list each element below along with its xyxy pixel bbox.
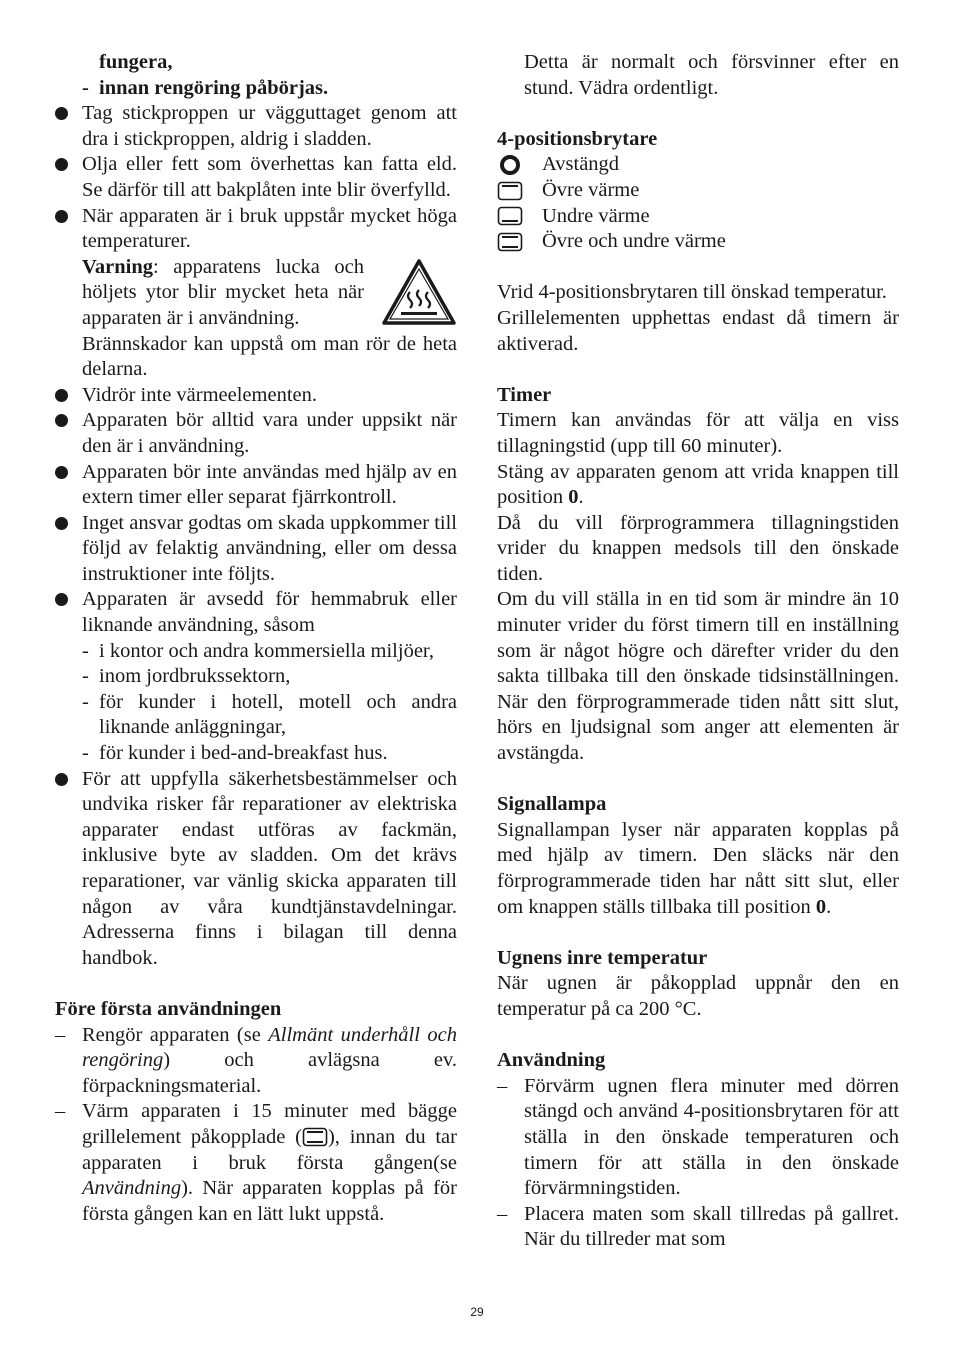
- switch-option: Undre värme: [497, 204, 899, 230]
- warning-block: [55, 255, 457, 383]
- switch-paragraph: Vrid 4-positionsbrytaren till önskad temperatur.: [497, 281, 887, 304]
- section-heading-temperature: Ugnens inre temperatur: [497, 946, 708, 969]
- temperature-paragraph: När ugnen är påkopplad uppnår den en temperatur på ca 200 °C.: [497, 972, 899, 1020]
- sub-item: - inom jordbrukssektorn,: [82, 665, 291, 688]
- bullet-dot-icon: [55, 414, 68, 427]
- bullet-item: Tag stickproppen ur vägguttaget genom att dra i stickproppen, aldrig i sladden.: [55, 101, 457, 152]
- top-heat-icon: [497, 181, 523, 201]
- switch-paragraph: Grillelementen upphettas endast då timern är aktiverad.: [497, 306, 899, 355]
- warning-text: Varning: apparatens lucka och höljets ytor blir mycket heta när apparaten är i användning.: [82, 255, 364, 329]
- bullet-item: För att uppfylla säkerhetsbestämmelser och undvika risker får reparationer av elektriska apparater endast utföras av fackmän, inklusive byte av sladden. Om det krävs reparationer, var vänlig skicka apparaten till någon av våra kundtjänstavdelningar. Adresserna finns i bilagan till denna handbok.: [55, 767, 457, 972]
- section-heading-switch: 4-positionsbrytare: [497, 127, 658, 150]
- sub-item: - för kunder i bed-and-breakfast hus.: [82, 742, 388, 765]
- switch-option: Avstängd: [497, 152, 899, 178]
- bullet-dot-icon: [55, 517, 68, 530]
- section-heading-timer: Timer: [497, 383, 552, 406]
- continued-paragraph: Detta är normalt och försvinner efter en stund. Vädra ordentligt.: [524, 51, 899, 99]
- left-column: [55, 50, 457, 1227]
- bullet-item: Apparaten är avsedd för hemmabruk eller liknande användning, såsom: [55, 587, 457, 638]
- continued-sub-item: - innan rengöring påbörjas.: [82, 76, 329, 99]
- sub-item: - i kontor och andra kommersiella miljöer,: [82, 639, 435, 662]
- dash-item: – Rengör apparaten (se Allmänt underhåll och rengöring) och avlägsna ev. förpackningsmaterial.: [55, 1023, 457, 1097]
- warning-text-continued: Brännskador kan uppstå om man rör de heta delarna.: [82, 332, 457, 381]
- bullet-item: När apparaten är i bruk uppstår mycket höga temperaturer.: [55, 204, 457, 255]
- bullet-dot-icon: [55, 593, 68, 606]
- bullet-item: Inget ansvar godtas om skada uppkommer till följd av felaktig användning, eller om dessa instruktioner inte följts.: [55, 511, 457, 588]
- section-heading-lamp: Signallampa: [497, 793, 607, 816]
- bullet-item: Vidrör inte värmeelementen.: [55, 383, 457, 409]
- switch-option: Övre värme: [497, 178, 899, 204]
- section-heading-first-use: Före första användningen: [55, 997, 282, 1020]
- bullet-item: Apparaten bör inte användas med hjälp av en extern timer eller separat fjärrkontroll.: [55, 460, 457, 511]
- right-column: [497, 50, 899, 1253]
- timer-paragraph: Stäng av apparaten genom att vrida knappen till position 0.: [497, 460, 899, 509]
- sub-item: - för kunder i hotell, motell och andra liknande anläggningar,: [82, 690, 457, 739]
- off-circle-icon: [498, 154, 522, 176]
- continued-line: fungera,: [99, 51, 173, 73]
- bullet-dot-icon: [55, 107, 68, 120]
- timer-paragraph: Timern kan användas för att välja en viss tillagningstid (upp till 60 minuter).: [497, 409, 899, 457]
- bullet-dot-icon: [55, 773, 68, 786]
- bullet-item: Olja eller fett som överhettas kan fatta eld. Se därför till att bakplåten inte blir överfylld.: [55, 152, 457, 203]
- bullet-dot-icon: [55, 210, 68, 223]
- dash-item: – Placera maten som skall tillredas på gallret. När du tillreder mat som: [497, 1202, 899, 1251]
- lamp-paragraph: Signallampan lyser när apparaten kopplas på med hjälp av timern. Den släcks när den förprogrammerade tiden har nått sitt slut, eller om knappen ställs tillbaka till position 0.: [497, 818, 899, 918]
- timer-paragraph: Då du vill förprogrammera tillagningstiden vrider du knappen medsols till den önskade tiden.: [497, 511, 899, 585]
- bullet-dot-icon: [55, 389, 68, 402]
- top-bottom-heat-icon: [302, 1127, 328, 1147]
- bullet-dot-icon: [55, 466, 68, 479]
- top-bottom-heat-icon: [497, 232, 523, 252]
- switch-option: Övre och undre värme: [497, 229, 899, 255]
- dash-item: – Värm apparaten i 15 minuter med bägge grillelement påkopplade ( ), innan du tar apparaten i bruk första gången(se Användning). När apparaten kopplas på för första gången kan en lätt lukt uppstå.: [55, 1100, 457, 1225]
- dash-item: – Förvärm ugnen flera minuter med dörren stängd och använd 4-positionsbrytaren för att ställa in den önskade temperaturen och timern för att ställa in den önskade förvärmningstiden.: [497, 1074, 899, 1200]
- bullet-dot-icon: [55, 158, 68, 171]
- section-heading-use: Användning: [497, 1049, 606, 1072]
- page-number: 29: [470, 1305, 484, 1319]
- bottom-heat-icon: [497, 206, 523, 226]
- timer-paragraph: Om du vill ställa in en tid som är mindre än 10 minuter vrider du först timern till en inställning som är något högre och därefter vrider du den sakta tillbaka till den önskade tidsinställningen. När den förprogrammerade tiden nått sitt slut, hörs en ljudsignal som anger att elementen är avstängda.: [497, 588, 899, 765]
- bullet-item: Apparaten bör alltid vara under uppsikt när den är i användning.: [55, 408, 457, 459]
- hot-surface-warning-icon: [381, 258, 457, 326]
